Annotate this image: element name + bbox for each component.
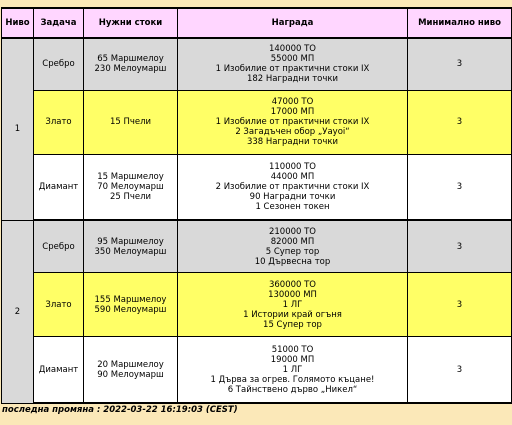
header-min-level: Минимално ниво <box>408 8 512 38</box>
reward-line: 17000 МП <box>270 107 315 118</box>
goods-line: 25 Пчели <box>109 192 152 203</box>
reward-line: 2 Изобилие от практични стоки IX <box>215 182 370 193</box>
task-cell: Диамант <box>34 337 84 403</box>
goods-cell <box>84 273 178 337</box>
min-level-cell: 3 <box>408 90 512 154</box>
goods-line: 230 Мелоумарш <box>94 64 167 75</box>
goods-cell <box>84 154 178 220</box>
reward-line: 1 Изобилие от практични стоки IX <box>215 117 370 128</box>
reward-line: 1 Истории край огъня <box>243 309 342 320</box>
reward-cell <box>178 38 408 90</box>
min-level-cell: 3 <box>408 337 512 403</box>
reward-cell <box>178 154 408 220</box>
reward-line: 15 Супер тор <box>263 319 322 330</box>
reward-line: 47000 ТО <box>271 97 314 108</box>
task-cell: Злато <box>34 273 84 337</box>
header-task: Задача <box>34 8 84 38</box>
header-goods: Нужни стоки <box>84 8 178 38</box>
level-cell: 2 <box>2 220 34 403</box>
goods-cell <box>84 337 178 403</box>
reward-line: 182 Наградни точки <box>246 74 339 85</box>
reward-line: 5 Супер тор <box>265 246 320 257</box>
table-row <box>2 38 512 90</box>
goods-line: 155 Маршмелоу <box>94 294 167 305</box>
reward-line: 90 Наградни точки <box>249 192 336 203</box>
reward-line: 2 Загадъчен обор „Уауоі“ <box>235 127 350 138</box>
last-modified-footer: последна промяна : 2022-03-22 16:19:03 (CEST) <box>2 405 238 415</box>
reward-line: 1 ЛГ <box>282 299 303 310</box>
goods-line: 95 Маршмелоу <box>97 236 164 247</box>
min-level-cell: 3 <box>408 38 512 90</box>
reward-line: 55000 МП <box>270 54 315 65</box>
table-header-row <box>2 8 512 38</box>
level-cell: 1 <box>2 38 34 220</box>
table-body <box>2 38 512 403</box>
reward-line: 110000 ТО <box>268 162 317 173</box>
reward-line: 130000 МП <box>268 289 317 300</box>
goods-line: 90 Мелоумарш <box>97 369 164 380</box>
task-cell: Сребро <box>34 38 84 90</box>
reward-line: 338 Наградни точки <box>246 137 339 148</box>
goods-line: 350 Мелоумарш <box>94 246 167 257</box>
goods-line: 15 Маршмелоу <box>97 172 164 183</box>
min-level-cell: 3 <box>408 273 512 337</box>
reward-line: 19000 МП <box>270 354 315 365</box>
goods-line: 70 Мелоумарш <box>97 182 164 193</box>
min-level-cell: 3 <box>408 154 512 220</box>
reward-cell <box>178 273 408 337</box>
task-cell: Злато <box>34 90 84 154</box>
reward-line: 1 Сезонен токен <box>255 202 330 213</box>
table-row <box>2 337 512 403</box>
table-row <box>2 220 512 272</box>
table-row <box>2 90 512 154</box>
goods-line: 15 Пчели <box>109 117 152 128</box>
reward-line: 1 Дърва за огрев. Голямото къцане! <box>210 374 375 385</box>
reward-line: 1 ЛГ <box>282 364 303 375</box>
task-cell: Сребро <box>34 220 84 272</box>
goods-line: 590 Мелоумарш <box>94 304 167 315</box>
min-level-cell: 3 <box>408 220 512 272</box>
header-level: Ниво <box>2 8 34 38</box>
reward-line: 360000 ТО <box>268 279 317 290</box>
header-reward: Награда <box>178 8 408 38</box>
reward-cell <box>178 90 408 154</box>
reward-cell <box>178 220 408 272</box>
reward-line: 140000 ТО <box>268 44 317 55</box>
goods-line: 20 Маршмелоу <box>97 359 164 370</box>
table-row <box>2 273 512 337</box>
reward-line: 1 Изобилие от практични стоки IX <box>215 64 370 75</box>
table-row <box>2 154 512 220</box>
reward-line: 210000 ТО <box>268 226 317 237</box>
goods-cell <box>84 220 178 272</box>
goods-cell <box>84 90 178 154</box>
goods-line: 65 Маршмелоу <box>97 54 164 65</box>
reward-line: 44000 МП <box>270 172 315 183</box>
rewards-table <box>1 7 512 404</box>
goods-cell <box>84 38 178 90</box>
reward-line: 51000 ТО <box>271 344 314 355</box>
reward-cell <box>178 337 408 403</box>
reward-line: 6 Тайнствено дърво „Никел“ <box>227 384 358 395</box>
reward-line: 10 Дървесна тор <box>254 256 331 267</box>
task-cell: Диамант <box>34 154 84 220</box>
reward-line: 82000 МП <box>270 236 315 247</box>
